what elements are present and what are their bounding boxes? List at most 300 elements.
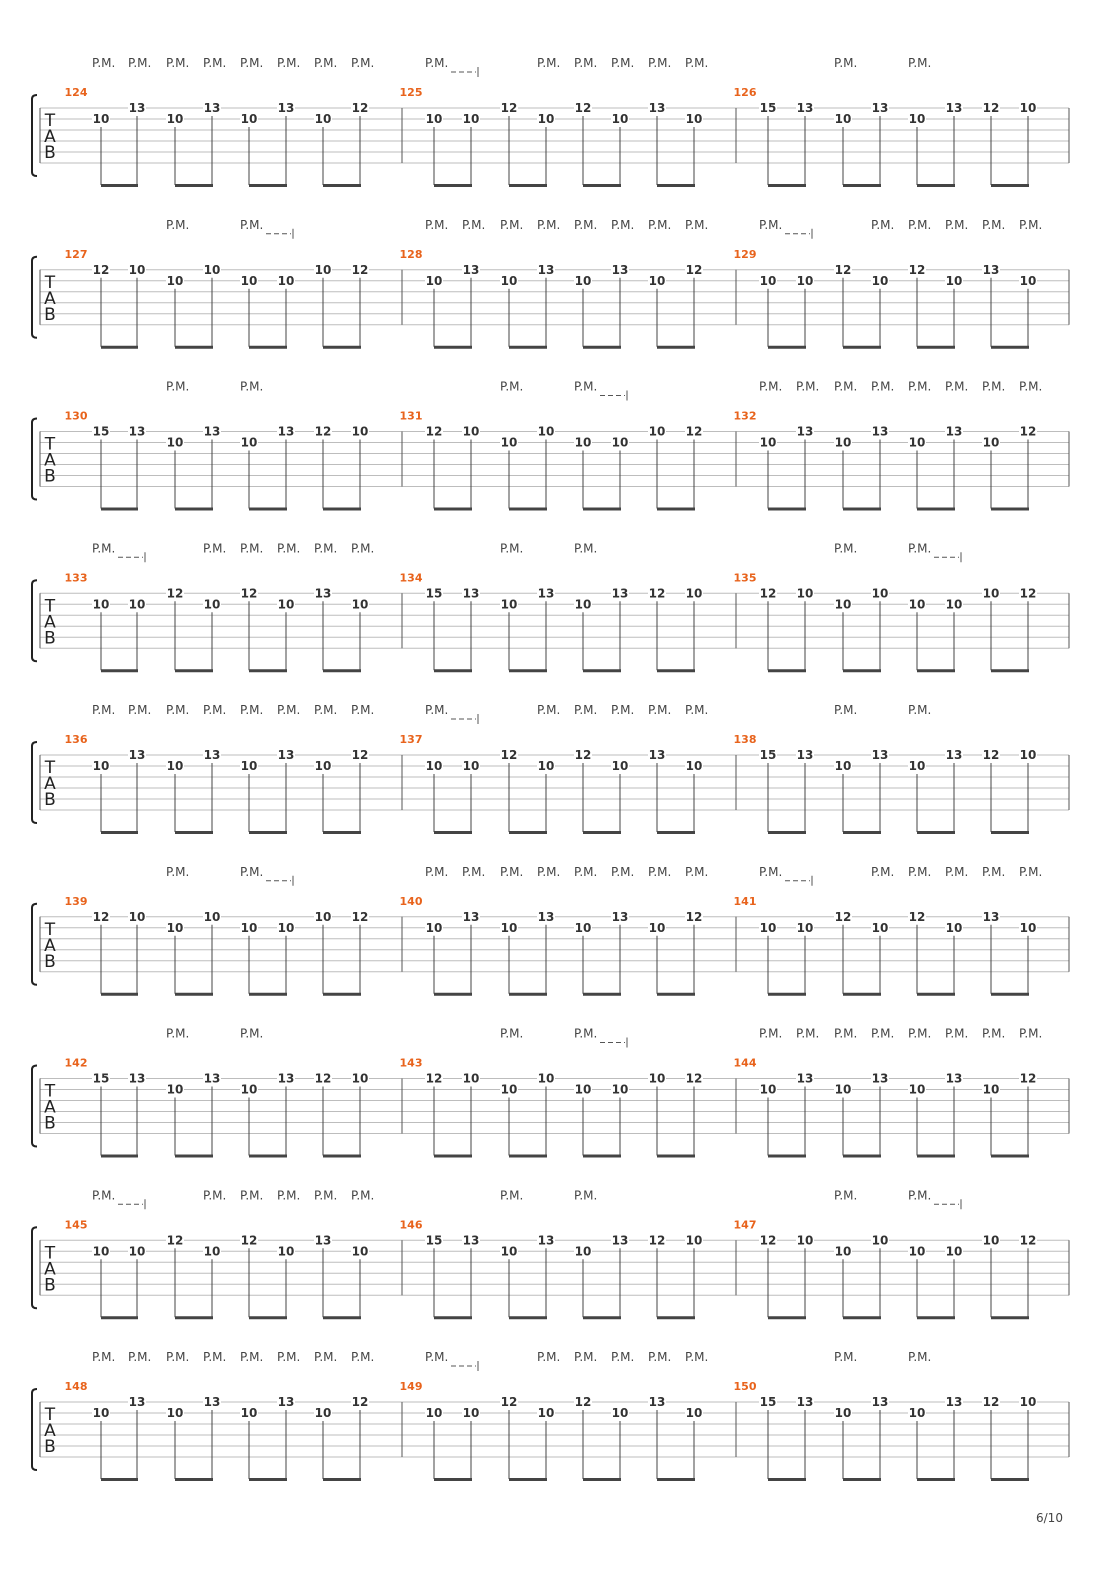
fret-number: 13 (537, 262, 555, 277)
fret-number: 10 (1019, 273, 1037, 288)
fret-number: 13 (796, 1071, 814, 1086)
beam (434, 993, 472, 996)
measure-number: 150 (733, 1380, 757, 1393)
palm-mute-label: P.M. (500, 1026, 524, 1041)
beam (249, 508, 287, 511)
beam (768, 831, 806, 834)
beam (509, 1478, 547, 1481)
fret-number: 10 (611, 759, 629, 773)
palm-mute-label: P.M. (908, 703, 932, 717)
fret-number: 10 (128, 597, 146, 612)
fret-number: 12 (425, 424, 443, 439)
palm-mute-label: P.M. (537, 703, 561, 717)
beam (843, 184, 881, 187)
fret-number: 10 (982, 435, 1000, 450)
fret-number: 10 (537, 759, 555, 773)
tab-clef-letter: T (44, 272, 56, 293)
palm-mute-label: P.M. (908, 217, 932, 232)
palm-mute-label: P.M. (574, 541, 598, 556)
beam (175, 831, 213, 834)
fret-number: 12 (574, 101, 592, 115)
beam (917, 1316, 955, 1319)
fret-number: 12 (759, 1233, 777, 1248)
fret-number: 12 (166, 1233, 184, 1248)
beam (101, 831, 138, 834)
fret-number: 12 (351, 101, 369, 115)
fret-number: 12 (500, 101, 518, 115)
fret-number: 13 (945, 748, 963, 762)
beam (843, 831, 881, 834)
fret-number: 12 (685, 424, 703, 439)
beam (583, 1316, 621, 1319)
tab-clef-letter: T (44, 434, 56, 455)
measure-number: 125 (399, 86, 423, 99)
palm-mute-label: P.M. (500, 541, 524, 556)
fret-number: 10 (425, 920, 443, 935)
measure-number: 146 (399, 1218, 423, 1232)
measure-number: 137 (399, 733, 423, 746)
fret-number: 10 (425, 273, 443, 288)
beam (991, 669, 1029, 672)
beam (175, 346, 213, 349)
palm-mute-label: P.M. (871, 1026, 895, 1041)
beam (101, 1155, 138, 1158)
fret-number: 10 (685, 112, 703, 126)
palm-mute-label: P.M. (685, 56, 709, 70)
beam (509, 669, 547, 672)
fret-number: 12 (1019, 1233, 1037, 1248)
measure-number: 127 (64, 247, 88, 261)
palm-mute-label: P.M. (314, 1350, 338, 1364)
fret-number: 13 (648, 101, 666, 115)
tab-clef-letter: A (44, 1097, 56, 1118)
beam (175, 669, 213, 672)
beam (509, 184, 547, 187)
system-bracket (32, 257, 37, 338)
fret-number: 13 (203, 101, 221, 115)
fret-number: 13 (537, 909, 555, 924)
palm-mute-label: P.M. (240, 864, 264, 879)
beam (323, 993, 361, 996)
palm-mute-label: P.M. (685, 217, 709, 232)
palm-mute-label: P.M. (834, 1350, 858, 1364)
fret-number: 10 (796, 920, 814, 935)
staff-system (32, 1027, 1069, 1158)
palm-mute-label: P.M. (203, 1188, 227, 1203)
tab-clef-letter: B (44, 1113, 56, 1134)
fret-number: 10 (92, 597, 110, 612)
palm-mute-label: P.M. (982, 1026, 1006, 1041)
beam (434, 1155, 472, 1158)
fret-number: 10 (240, 112, 258, 126)
fret-number: 10 (203, 262, 221, 277)
fret-number: 13 (277, 748, 295, 762)
beam (657, 184, 695, 187)
system-bracket (32, 95, 37, 176)
beam (768, 508, 806, 511)
fret-number: 10 (500, 1082, 518, 1097)
tab-clef-letter: B (44, 1437, 56, 1457)
fret-number: 13 (128, 424, 146, 439)
palm-mute-label: P.M. (425, 1350, 449, 1364)
fret-number: 13 (203, 1071, 221, 1086)
palm-mute-label: P.M. (240, 1188, 264, 1203)
beam (101, 1316, 138, 1319)
system-bracket (32, 1227, 37, 1308)
palm-mute-label: P.M. (1019, 1026, 1043, 1041)
measure-number: 141 (733, 894, 757, 908)
palm-mute-label: P.M. (611, 56, 635, 70)
fret-number: 13 (796, 424, 814, 439)
palm-mute-label: P.M. (908, 379, 932, 394)
beam (249, 184, 287, 187)
beam (249, 669, 287, 672)
fret-number: 10 (166, 1082, 184, 1097)
palm-mute-label: P.M. (92, 541, 116, 556)
fret-number: 10 (166, 273, 184, 288)
measure-number: 133 (64, 571, 88, 585)
palm-mute-label: P.M. (314, 56, 338, 70)
palm-mute-label: P.M. (648, 1350, 672, 1364)
palm-mute-label: P.M. (834, 703, 858, 717)
palm-mute-label: P.M. (574, 1350, 598, 1364)
beam (175, 508, 213, 511)
fret-number: 13 (871, 424, 889, 439)
tab-clef-letter: A (44, 935, 56, 956)
beam (101, 993, 138, 996)
palm-mute-label: P.M. (574, 1026, 598, 1041)
beam (249, 346, 287, 349)
beam (509, 1155, 547, 1158)
fret-number: 12 (425, 1071, 443, 1086)
palm-mute-label: P.M. (166, 217, 190, 232)
beam (768, 1478, 806, 1481)
measure-number: 124 (64, 86, 88, 99)
tab-clef-letter: A (44, 1259, 56, 1280)
fret-number: 10 (240, 920, 258, 935)
measure-number: 147 (733, 1218, 757, 1232)
fret-number: 13 (462, 909, 480, 924)
beam (917, 993, 955, 996)
tab-clef-letter: T (44, 1243, 56, 1264)
measure-number: 148 (64, 1380, 88, 1393)
fret-number: 12 (834, 262, 852, 277)
fret-number: 12 (92, 909, 110, 924)
fret-number: 10 (92, 759, 110, 773)
tab-clef-letter: A (44, 1421, 56, 1441)
fret-number: 13 (982, 909, 1000, 924)
fret-number: 12 (1019, 1071, 1037, 1086)
palm-mute-label: P.M. (648, 864, 672, 879)
tab-clef-letter: T (44, 758, 56, 778)
fret-number: 10 (462, 759, 480, 773)
beam (768, 669, 806, 672)
beam (509, 831, 547, 834)
fret-number: 10 (166, 759, 184, 773)
measure-number: 139 (64, 894, 88, 908)
beam (249, 1155, 287, 1158)
beam (175, 1155, 213, 1158)
palm-mute-label: P.M. (314, 1188, 338, 1203)
palm-mute-label: P.M. (908, 1026, 932, 1041)
palm-mute-label: P.M. (574, 864, 598, 879)
fret-number: 12 (1019, 424, 1037, 439)
fret-number: 10 (314, 1406, 332, 1420)
fret-number: 12 (500, 1395, 518, 1409)
fret-number: 10 (462, 1406, 480, 1420)
beam (175, 1316, 213, 1319)
fret-number: 10 (1019, 1395, 1037, 1409)
fret-number: 10 (351, 424, 369, 439)
beam (434, 184, 472, 187)
beam (583, 508, 621, 511)
measure-number: 143 (399, 1056, 423, 1070)
fret-number: 12 (685, 909, 703, 924)
fret-number: 15 (425, 586, 443, 601)
fret-number: 13 (277, 1395, 295, 1409)
fret-number: 10 (796, 273, 814, 288)
tab-clef-letter: B (44, 951, 56, 972)
palm-mute-label: P.M. (240, 1026, 264, 1041)
fret-number: 10 (462, 1071, 480, 1086)
beam (509, 993, 547, 996)
fret-number: 13 (462, 1233, 480, 1248)
palm-mute-label: P.M. (166, 56, 190, 70)
palm-mute-label: P.M. (834, 56, 858, 70)
fret-number: 10 (574, 597, 592, 612)
tab-clef-letter: T (44, 919, 56, 940)
beam (323, 1478, 361, 1481)
measure-number: 140 (399, 894, 423, 908)
palm-mute-label: P.M. (685, 864, 709, 879)
beam (175, 1478, 213, 1481)
fret-number: 10 (537, 112, 555, 126)
beam (323, 346, 361, 349)
fret-number: 10 (611, 1082, 629, 1097)
fret-number: 10 (1019, 101, 1037, 115)
fret-number: 10 (945, 597, 963, 612)
fret-number: 10 (314, 112, 332, 126)
fret-number: 10 (462, 112, 480, 126)
beam (917, 1478, 955, 1481)
palm-mute-label: P.M. (611, 864, 635, 879)
beam (101, 184, 138, 187)
fret-number: 10 (128, 262, 146, 277)
fret-number: 10 (128, 1244, 146, 1259)
tab-clef-letter: T (44, 1081, 56, 1102)
staff-system (32, 541, 1069, 672)
fret-number: 10 (648, 273, 666, 288)
palm-mute-label: P.M. (945, 217, 969, 232)
fret-number: 10 (908, 1082, 926, 1097)
measure-number: 128 (399, 247, 423, 261)
beam (434, 508, 472, 511)
palm-mute-label: P.M. (908, 1350, 932, 1364)
tab-clef-letter: B (44, 143, 56, 163)
fret-number: 12 (908, 262, 926, 277)
beam (101, 346, 138, 349)
system-bracket (32, 419, 37, 500)
fret-number: 10 (537, 424, 555, 439)
fret-number: 13 (871, 101, 889, 115)
fret-number: 12 (240, 586, 258, 601)
fret-number: 13 (945, 1395, 963, 1409)
palm-mute-label: P.M. (92, 703, 116, 717)
fret-number: 10 (759, 1082, 777, 1097)
beam (175, 184, 213, 187)
fret-number: 12 (351, 262, 369, 277)
fret-number: 10 (611, 112, 629, 126)
fret-number: 10 (759, 435, 777, 450)
palm-mute-label: P.M. (240, 56, 264, 70)
system-bracket (32, 904, 37, 985)
fret-number: 13 (871, 1395, 889, 1409)
palm-mute-label: P.M. (574, 217, 598, 232)
fret-number: 12 (351, 748, 369, 762)
palm-mute-label: P.M. (240, 217, 264, 232)
fret-number: 12 (759, 586, 777, 601)
fret-number: 10 (871, 1233, 889, 1248)
fret-number: 10 (314, 909, 332, 924)
fret-number: 13 (203, 424, 221, 439)
palm-mute-label: P.M. (166, 864, 190, 879)
palm-mute-label: P.M. (834, 1188, 858, 1203)
fret-number: 15 (759, 748, 777, 762)
measure-number: 145 (64, 1218, 88, 1232)
beam (768, 993, 806, 996)
fret-number: 13 (128, 1071, 146, 1086)
tab-clef-letter: B (44, 790, 56, 810)
fret-number: 10 (277, 920, 295, 935)
tab-clef-letter: A (44, 127, 56, 147)
fret-number: 15 (92, 1071, 110, 1086)
beam (657, 831, 695, 834)
fret-number: 12 (982, 748, 1000, 762)
fret-number: 10 (871, 920, 889, 935)
tab-clef-letter: T (44, 111, 56, 131)
staff-system (32, 218, 1069, 349)
palm-mute-label: P.M. (834, 1026, 858, 1041)
beam (657, 1155, 695, 1158)
fret-number: 15 (759, 1395, 777, 1409)
fret-number: 10 (834, 1406, 852, 1420)
palm-mute-label: P.M. (277, 56, 301, 70)
fret-number: 10 (128, 909, 146, 924)
palm-mute-label: P.M. (945, 1026, 969, 1041)
fret-number: 10 (982, 1233, 1000, 1248)
fret-number: 10 (945, 1244, 963, 1259)
staff-system (32, 1188, 1069, 1319)
beam (991, 831, 1029, 834)
beam (843, 508, 881, 511)
palm-mute-label: P.M. (759, 217, 783, 232)
fret-number: 10 (908, 597, 926, 612)
measure-number: 132 (733, 409, 757, 423)
beam (657, 993, 695, 996)
fret-number: 12 (92, 262, 110, 277)
palm-mute-label: P.M. (314, 541, 338, 556)
beam (991, 1478, 1029, 1481)
palm-mute-label: P.M. (166, 379, 190, 394)
system-bracket (32, 580, 37, 661)
beam (323, 669, 361, 672)
measure-number: 130 (64, 409, 88, 423)
tab-clef-letter: A (44, 450, 56, 471)
palm-mute-label: P.M. (908, 541, 932, 556)
beam (768, 184, 806, 187)
palm-mute-label: P.M. (834, 541, 858, 556)
fret-number: 10 (908, 1406, 926, 1420)
beam (583, 184, 621, 187)
fret-number: 13 (648, 748, 666, 762)
beam (249, 993, 287, 996)
palm-mute-label: P.M. (351, 1350, 375, 1364)
palm-mute-label: P.M. (537, 1350, 561, 1364)
beam (434, 1478, 472, 1481)
beam (657, 1478, 695, 1481)
palm-mute-label: P.M. (759, 379, 783, 394)
beam (583, 831, 621, 834)
tab-clef-letter: B (44, 304, 56, 325)
beam (434, 669, 472, 672)
tab-clef-letter: A (44, 612, 56, 633)
palm-mute-label: P.M. (685, 703, 709, 717)
palm-mute-label: P.M. (351, 703, 375, 717)
palm-mute-label: P.M. (982, 379, 1006, 394)
fret-number: 13 (796, 748, 814, 762)
beam (991, 1316, 1029, 1319)
fret-number: 13 (796, 101, 814, 115)
fret-number: 10 (871, 273, 889, 288)
palm-mute-label: P.M. (128, 703, 152, 717)
palm-mute-label: P.M. (240, 703, 264, 717)
beam (991, 508, 1029, 511)
fret-number: 10 (945, 920, 963, 935)
measure-number: 136 (64, 733, 88, 746)
fret-number: 10 (500, 920, 518, 935)
palm-mute-label: P.M. (611, 703, 635, 717)
fret-number: 12 (685, 262, 703, 277)
palm-mute-label: P.M. (277, 1350, 301, 1364)
fret-number: 10 (314, 262, 332, 277)
beam (917, 508, 955, 511)
fret-number: 13 (277, 1071, 295, 1086)
fret-number: 15 (759, 101, 777, 115)
fret-number: 10 (166, 435, 184, 450)
beam (917, 184, 955, 187)
fret-number: 10 (240, 1406, 258, 1420)
fret-number: 13 (648, 1395, 666, 1409)
fret-number: 10 (92, 112, 110, 126)
fret-number: 10 (425, 1406, 443, 1420)
palm-mute-label: P.M. (277, 541, 301, 556)
beam (434, 346, 472, 349)
palm-mute-label: P.M. (166, 703, 190, 717)
fret-number: 10 (611, 1406, 629, 1420)
fret-number: 10 (574, 920, 592, 935)
fret-number: 13 (128, 748, 146, 762)
tab-clef-letter: T (44, 1405, 56, 1425)
fret-number: 13 (945, 101, 963, 115)
beam (434, 1316, 472, 1319)
palm-mute-label: P.M. (834, 379, 858, 394)
beam (917, 1155, 955, 1158)
palm-mute-label: P.M. (277, 1188, 301, 1203)
palm-mute-label: P.M. (203, 703, 227, 717)
fret-number: 10 (425, 759, 443, 773)
fret-number: 13 (611, 909, 629, 924)
beam (843, 993, 881, 996)
